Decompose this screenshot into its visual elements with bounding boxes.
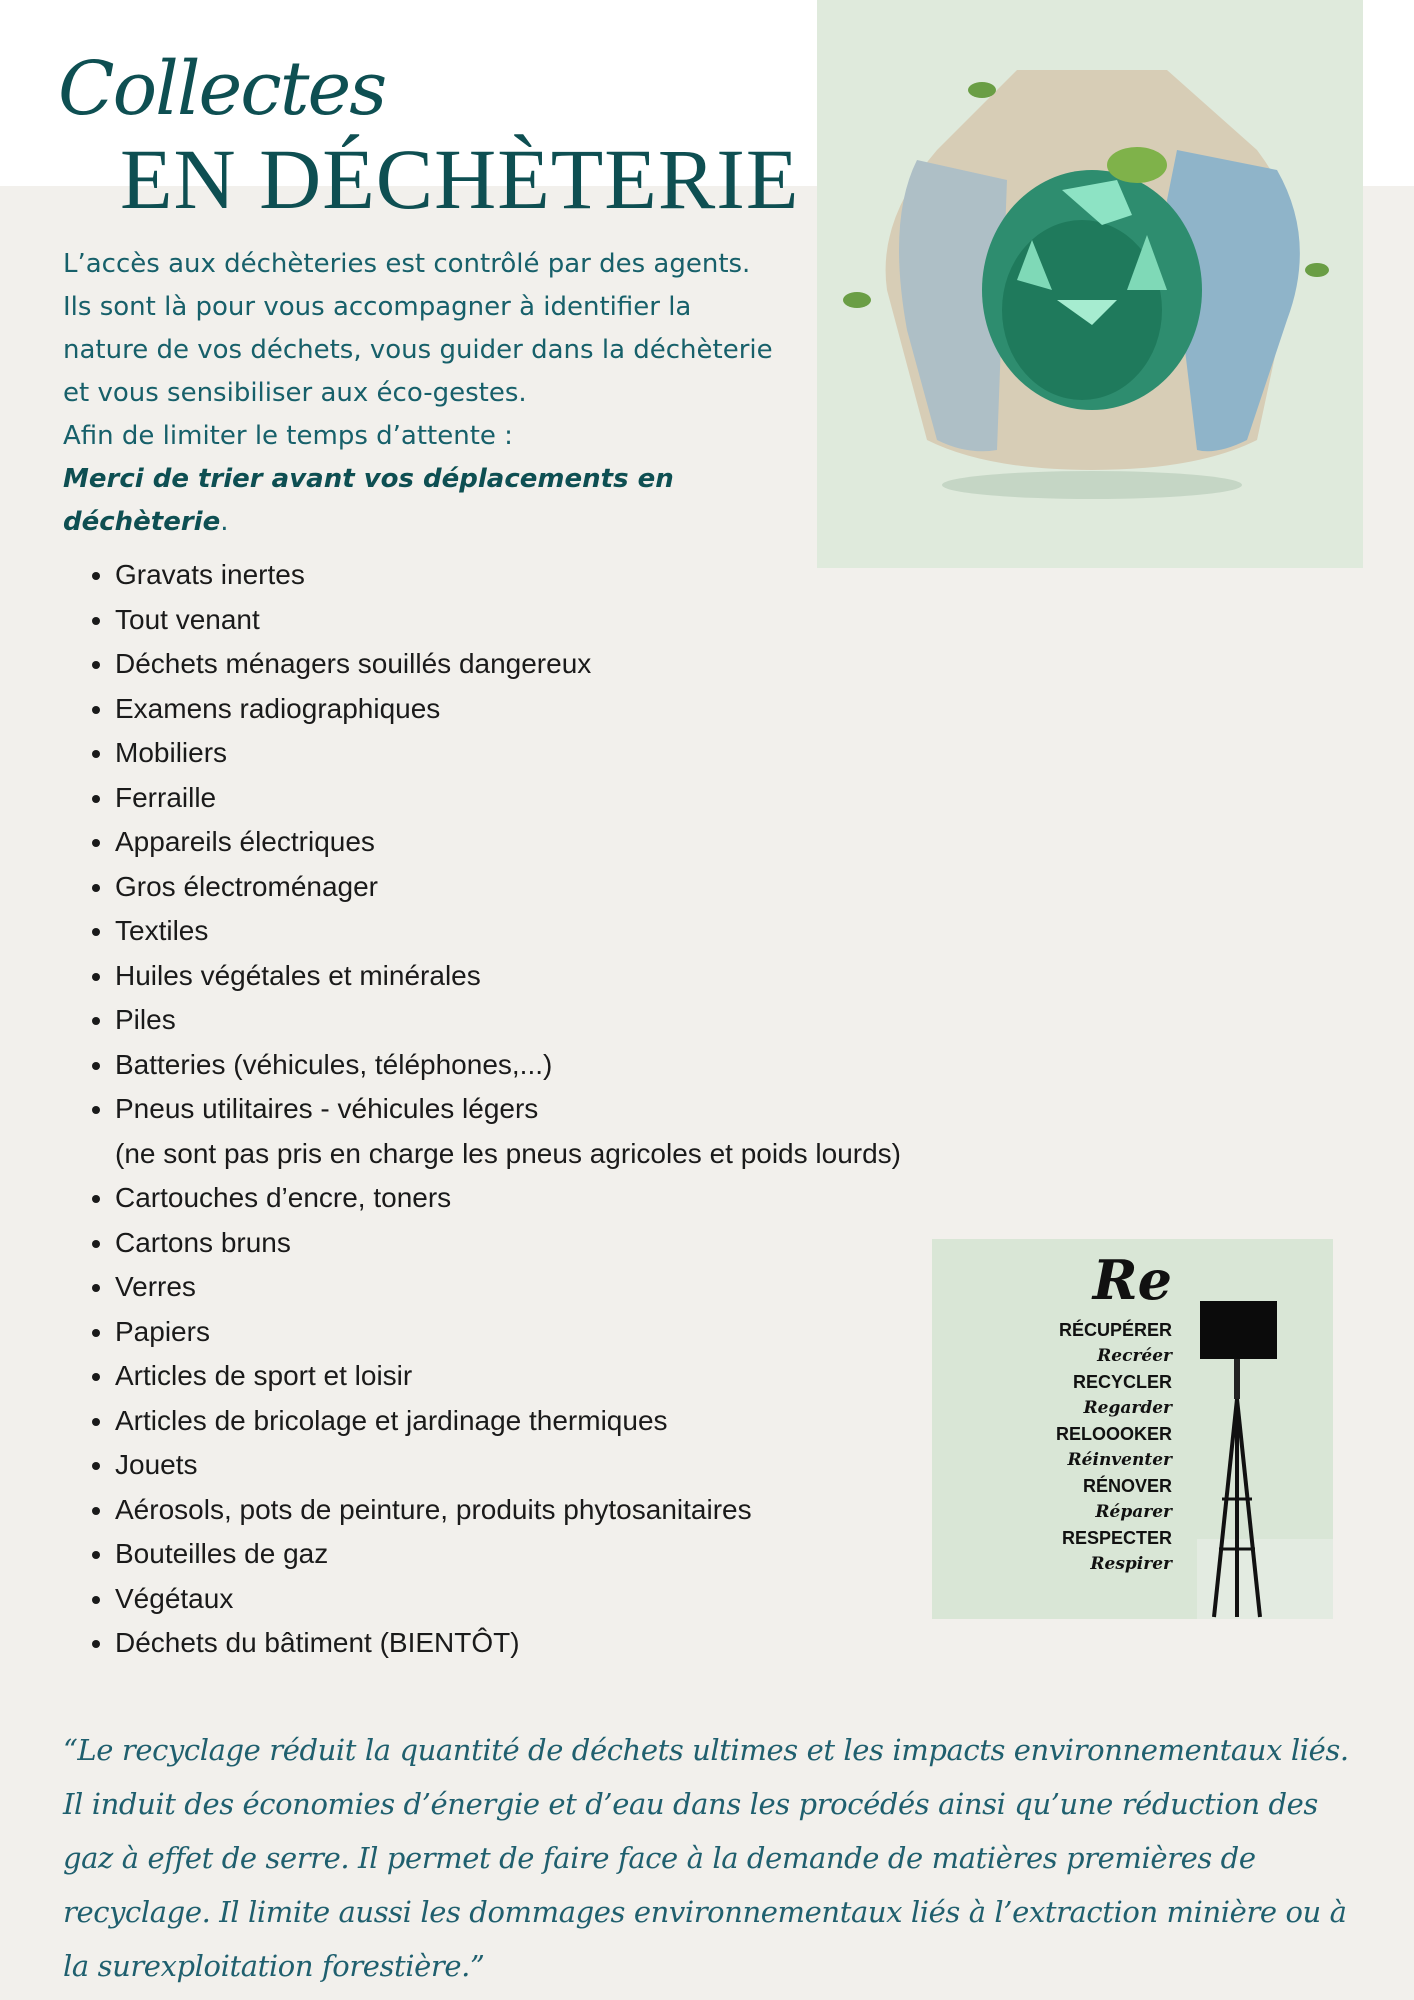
intro-line: nature de vos déchets, vous guider dans la déchèterie [63, 335, 773, 365]
intro-text [63, 243, 803, 544]
list-item-label: Pneus utilitaires - véhicules légers [115, 1093, 539, 1124]
list-item: • Cartouches d’encre, toners [115, 1176, 901, 1221]
list-item-tyres [115, 1087, 901, 1176]
re-word: RESPECTER [1061, 1528, 1172, 1548]
list-item: • Jouets [115, 1443, 901, 1488]
intro-emphasis: Merci de trier avant vos déplacements en déchèterie [63, 464, 674, 537]
intro-emphasis-line [63, 458, 803, 544]
list-item: • Batteries (véhicules, téléphones,...) [115, 1043, 901, 1088]
page-title: EN DÉCHÈTERIE [120, 131, 800, 227]
list-item: • Articles de sport et loisir [115, 1354, 901, 1399]
re-word: Réinventer [1067, 1450, 1172, 1470]
list-item: • Mobiliers [115, 731, 901, 776]
re-poster-image [932, 1239, 1333, 1619]
intro-line: et vous sensibiliser aux éco-gestes. [63, 378, 527, 408]
intro-emphasis-end: . [220, 507, 229, 537]
re-word: Respirer [1090, 1554, 1172, 1574]
re-word: RÉNOVER [1082, 1476, 1172, 1496]
list-item: • Ferraille [115, 776, 901, 821]
list-item: • Déchets du bâtiment (BIENTÔT) [115, 1621, 901, 1666]
list-item: • Végétaux [115, 1577, 901, 1622]
list-item: • Papiers [115, 1310, 901, 1355]
title-script: Collectes [58, 46, 386, 132]
recycling-quote: “Le recyclage réduit la quantité de déchets ultimes et les impacts environnementaux liés. Il induit des économies d’énergie et d’eau dans les procédés ainsi qu’une réduction des gaz à effet de serre. Il permet de faire face à la demande de matières premières de recyclage. Il limite aussi les dommages environnementaux liés à l’extraction minière ou à la surexploitation forestière.” [63, 1733, 1349, 1983]
recycle-clothes-icon [817, 0, 1363, 568]
accepted-waste-list [85, 553, 901, 1666]
hero-image [817, 0, 1363, 568]
intro-line: Afin de limiter le temps d’attente : [63, 421, 513, 451]
re-word: Réparer [1095, 1502, 1172, 1522]
list-item: • Cartons bruns [115, 1221, 901, 1266]
list-item: • Gros électroménager [115, 865, 901, 910]
list-item: • Appareils électriques [115, 820, 901, 865]
re-word: RELOOOKER [1055, 1424, 1172, 1444]
list-item: • Bouteilles de gaz [115, 1532, 901, 1577]
list-item: • Tout venant [115, 598, 901, 643]
tyre-note: (ne sont pas pris en charge les pneus agricoles et poids lourds) [115, 1137, 901, 1169]
list-item: • Textiles [115, 909, 901, 954]
re-word: RÉCUPÉRER [1058, 1320, 1172, 1340]
re-word: Regarder [1083, 1398, 1172, 1418]
re-word: RECYCLER [1072, 1372, 1172, 1392]
intro-line: Ils sont là pour vous accompagner à identifier la [63, 292, 692, 322]
re-word: Recréer [1097, 1346, 1172, 1366]
re-word-list [942, 1317, 1172, 1577]
list-item: • Aérosols, pots de peinture, produits phytosanitaires [115, 1488, 901, 1533]
list-item: • Huiles végétales et minérales [115, 954, 901, 999]
list-item: • Piles [115, 998, 901, 1043]
list-item: • Déchets ménagers souillés dangereux [115, 642, 901, 687]
list-item: • Verres [115, 1265, 901, 1310]
list-item: • Articles de bricolage et jardinage thermiques [115, 1399, 901, 1444]
re-heading: Re [1092, 1248, 1172, 1312]
intro-line: L’accès aux déchèteries est contrôlé par des agents. [63, 249, 751, 279]
list-item: • Examens radiographiques [115, 687, 901, 732]
list-item: • Gravats inertes [115, 553, 901, 598]
